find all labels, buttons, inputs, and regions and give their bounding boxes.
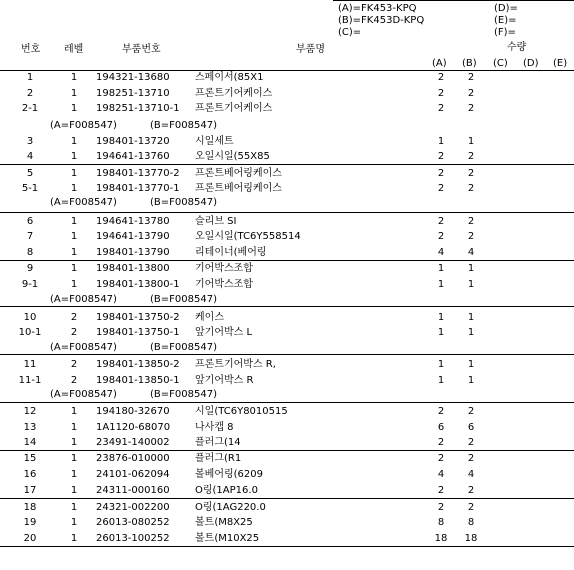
row-qty-a: 2 bbox=[437, 216, 445, 227]
group-rule bbox=[0, 212, 574, 213]
table-row bbox=[0, 151, 574, 165]
row-no: 11 bbox=[23, 359, 37, 370]
row-qty-a: 2 bbox=[437, 88, 445, 99]
row-qty-b: 1 bbox=[467, 279, 475, 290]
row-level: 2 bbox=[70, 327, 78, 338]
row-qty-a: 6 bbox=[437, 422, 445, 433]
row-part-no: 24321-002200 bbox=[96, 502, 170, 513]
row-level: 1 bbox=[70, 136, 78, 147]
note-b: (B=F008547) bbox=[150, 197, 217, 208]
row-no: 5-1 bbox=[21, 183, 39, 194]
row-qty-a: 2 bbox=[437, 168, 445, 179]
row-qty-b: 2 bbox=[467, 72, 475, 83]
row-qty-a: 2 bbox=[437, 453, 445, 464]
row-no: 2-1 bbox=[21, 103, 39, 114]
row-part-no: 23876-010000 bbox=[96, 453, 170, 464]
row-part-no: 198401-13750-1 bbox=[96, 327, 180, 338]
row-part-no: 24311-000160 bbox=[96, 485, 170, 496]
row-qty-a: 2 bbox=[437, 485, 445, 496]
row-no: 3 bbox=[26, 136, 34, 147]
row-part-name: 기어박스조합 bbox=[195, 279, 253, 290]
row-qty-b: 2 bbox=[467, 485, 475, 496]
row-qty-a: 2 bbox=[437, 151, 445, 162]
row-level: 1 bbox=[70, 533, 78, 544]
row-part-name: 볼트(M10X25 bbox=[195, 533, 260, 544]
row-level: 1 bbox=[70, 103, 78, 114]
model-b-label: (B)=FK453D-KPQ bbox=[338, 15, 425, 26]
note-a: (A=F008547) bbox=[50, 120, 117, 131]
table-row bbox=[0, 216, 574, 230]
row-qty-b: 1 bbox=[467, 312, 475, 323]
row-level: 1 bbox=[70, 247, 78, 258]
table-row bbox=[0, 437, 574, 451]
row-qty-a: 1 bbox=[437, 279, 445, 290]
row-part-name: 시일세트 bbox=[195, 136, 234, 147]
row-no: 16 bbox=[23, 469, 37, 480]
row-qty-b: 2 bbox=[467, 183, 475, 194]
group-rule bbox=[0, 260, 574, 261]
row-part-name: 스페이서(85X1 bbox=[195, 72, 264, 83]
row-part-name: 볼트(M8X25 bbox=[195, 517, 253, 528]
row-qty-b: 4 bbox=[467, 247, 475, 258]
row-part-name: 리테이너(베어링 bbox=[195, 247, 267, 258]
row-part-no: 198251-13710-1 bbox=[96, 103, 180, 114]
table-row bbox=[0, 247, 574, 261]
row-no: 7 bbox=[26, 231, 34, 242]
row-part-no: 198401-13800-1 bbox=[96, 279, 180, 290]
row-part-no: 26013-080252 bbox=[96, 517, 170, 528]
row-qty-a: 8 bbox=[437, 517, 445, 528]
group-rule bbox=[0, 402, 574, 403]
table-row bbox=[0, 485, 574, 499]
header-bottom-rule bbox=[0, 70, 574, 71]
row-part-name: 플러그(R1 bbox=[195, 453, 242, 464]
row-level: 1 bbox=[70, 422, 78, 433]
row-level: 1 bbox=[70, 216, 78, 227]
row-qty-b: 1 bbox=[467, 263, 475, 274]
note-a: (A=F008547) bbox=[50, 389, 117, 400]
model-c-label: (C)= bbox=[338, 27, 362, 38]
model-f-label: (F)= bbox=[494, 27, 516, 38]
row-level: 1 bbox=[70, 72, 78, 83]
row-no: 20 bbox=[23, 533, 37, 544]
note-b: (B=F008547) bbox=[150, 120, 217, 131]
row-part-no: 198401-13720 bbox=[96, 136, 170, 147]
row-qty-b: 1 bbox=[467, 375, 475, 386]
row-no: 17 bbox=[23, 485, 37, 496]
table-row bbox=[0, 453, 574, 467]
row-part-name: 케이스 bbox=[195, 312, 224, 323]
row-no: 10-1 bbox=[18, 327, 42, 338]
header-col-b: (B) bbox=[462, 58, 477, 69]
row-qty-b: 1 bbox=[467, 136, 475, 147]
row-qty-a: 1 bbox=[437, 327, 445, 338]
row-part-name: 볼베어링(6209 bbox=[195, 469, 263, 480]
table-row bbox=[0, 375, 574, 389]
table-row bbox=[0, 88, 574, 102]
row-part-name: 앞기어박스 R bbox=[195, 375, 254, 386]
header-col-e: (E) bbox=[553, 58, 568, 69]
row-part-name: 시일(TC6Y8010515 bbox=[195, 406, 288, 417]
table-row bbox=[0, 406, 574, 420]
row-qty-a: 2 bbox=[437, 103, 445, 114]
note-row bbox=[0, 197, 574, 211]
row-level: 1 bbox=[70, 263, 78, 274]
note-a: (A=F008547) bbox=[50, 294, 117, 305]
row-no: 13 bbox=[23, 422, 37, 433]
row-no: 14 bbox=[23, 437, 37, 448]
row-part-name: 플러그(14 bbox=[195, 437, 241, 448]
row-qty-b: 2 bbox=[467, 103, 475, 114]
row-part-no: 194180-32670 bbox=[96, 406, 170, 417]
table-row bbox=[0, 263, 574, 277]
note-a: (A=F008547) bbox=[50, 197, 117, 208]
header-part-name: 부품명 bbox=[296, 44, 325, 55]
table-row bbox=[0, 502, 574, 516]
header-no: 번호 bbox=[21, 44, 41, 55]
row-part-no: 194641-13790 bbox=[96, 231, 170, 242]
note-row bbox=[0, 120, 574, 134]
row-qty-b: 2 bbox=[467, 453, 475, 464]
row-no: 9-1 bbox=[21, 279, 39, 290]
row-no: 4 bbox=[26, 151, 34, 162]
row-part-name: 오일시일(TC6Y558514 bbox=[195, 231, 301, 242]
row-no: 1 bbox=[26, 72, 34, 83]
row-part-no: 194641-13760 bbox=[96, 151, 170, 162]
row-part-no: 23491-140002 bbox=[96, 437, 170, 448]
header-col-a: (A) bbox=[432, 58, 447, 69]
row-qty-a: 2 bbox=[437, 231, 445, 242]
table-row bbox=[0, 517, 574, 531]
row-qty-a: 2 bbox=[437, 72, 445, 83]
row-no: 2 bbox=[26, 88, 34, 99]
row-level: 2 bbox=[70, 375, 78, 386]
row-part-name: 프론트베어링케이스 bbox=[195, 183, 282, 194]
row-qty-b: 2 bbox=[467, 406, 475, 417]
row-no: 10 bbox=[23, 312, 37, 323]
row-no: 19 bbox=[23, 517, 37, 528]
row-level: 1 bbox=[70, 485, 78, 496]
row-level: 2 bbox=[70, 312, 78, 323]
row-qty-a: 18 bbox=[434, 533, 448, 544]
row-part-no: 198401-13770-2 bbox=[96, 168, 180, 179]
row-part-no: 198401-13750-2 bbox=[96, 312, 180, 323]
row-part-no: 194641-13780 bbox=[96, 216, 170, 227]
row-qty-a: 2 bbox=[437, 183, 445, 194]
row-part-name: 앞기어박스 L bbox=[195, 327, 253, 338]
header-col-d: (D) bbox=[523, 58, 539, 69]
row-part-no: 198401-13850-2 bbox=[96, 359, 180, 370]
row-no: 15 bbox=[23, 453, 37, 464]
row-level: 1 bbox=[70, 453, 78, 464]
row-part-name: 프론트기어케이스 bbox=[195, 103, 273, 114]
table-row bbox=[0, 279, 574, 293]
row-part-no: 198251-13710 bbox=[96, 88, 170, 99]
row-qty-b: 1 bbox=[467, 359, 475, 370]
note-b: (B=F008547) bbox=[150, 294, 217, 305]
row-part-no: 1A1120-68070 bbox=[96, 422, 171, 433]
row-qty-b: 2 bbox=[467, 231, 475, 242]
row-qty-b: 2 bbox=[467, 216, 475, 227]
group-rule bbox=[0, 306, 574, 307]
row-no: 11-1 bbox=[18, 375, 42, 386]
header-col-c: (C) bbox=[493, 58, 508, 69]
row-qty-a: 4 bbox=[437, 247, 445, 258]
group-rule bbox=[0, 164, 574, 165]
header-qty: 수량 bbox=[507, 42, 527, 53]
row-part-name: 프론트기어박스 R, bbox=[195, 359, 276, 370]
model-a-label: (A)=FK453-KPQ bbox=[338, 3, 417, 14]
table-row bbox=[0, 183, 574, 197]
row-level: 1 bbox=[70, 88, 78, 99]
row-level: 1 bbox=[70, 437, 78, 448]
note-a: (A=F008547) bbox=[50, 342, 117, 353]
row-level: 1 bbox=[70, 406, 78, 417]
row-qty-b: 2 bbox=[467, 151, 475, 162]
row-qty-a: 1 bbox=[437, 359, 445, 370]
row-no: 6 bbox=[26, 216, 34, 227]
row-part-name: 나사캡 8 bbox=[195, 422, 234, 433]
row-no: 5 bbox=[26, 168, 34, 179]
table-row bbox=[0, 103, 574, 117]
row-level: 1 bbox=[70, 517, 78, 528]
table-row bbox=[0, 327, 574, 341]
group-rule bbox=[0, 354, 574, 355]
header-level: 레벨 bbox=[64, 44, 84, 55]
row-part-name: 슬리브 SI bbox=[195, 216, 237, 227]
row-part-no: 194321-13680 bbox=[96, 72, 170, 83]
row-level: 1 bbox=[70, 151, 78, 162]
note-b: (B=F008547) bbox=[150, 342, 217, 353]
group-rule bbox=[0, 498, 574, 499]
row-part-no: 198401-13790 bbox=[96, 247, 170, 258]
header-top-rule bbox=[333, 0, 574, 1]
table-row bbox=[0, 136, 574, 150]
row-level: 1 bbox=[70, 231, 78, 242]
row-level: 1 bbox=[70, 168, 78, 179]
row-qty-b: 2 bbox=[467, 88, 475, 99]
row-qty-b: 2 bbox=[467, 437, 475, 448]
table-row bbox=[0, 422, 574, 436]
row-no: 8 bbox=[26, 247, 34, 258]
row-qty-a: 2 bbox=[437, 406, 445, 417]
row-qty-a: 1 bbox=[437, 136, 445, 147]
row-part-name: 오일시일(55X85 bbox=[195, 151, 270, 162]
row-part-no: 198401-13850-1 bbox=[96, 375, 180, 386]
note-b: (B=F008547) bbox=[150, 389, 217, 400]
row-level: 2 bbox=[70, 359, 78, 370]
table-bottom-rule bbox=[0, 546, 574, 547]
row-qty-a: 2 bbox=[437, 437, 445, 448]
table-row bbox=[0, 533, 574, 547]
row-qty-a: 4 bbox=[437, 469, 445, 480]
row-part-no: 198401-13800 bbox=[96, 263, 170, 274]
row-no: 9 bbox=[26, 263, 34, 274]
table-row bbox=[0, 168, 574, 182]
row-qty-a: 1 bbox=[437, 312, 445, 323]
table-row bbox=[0, 359, 574, 373]
row-no: 18 bbox=[23, 502, 37, 513]
table-row bbox=[0, 469, 574, 483]
row-qty-a: 1 bbox=[437, 375, 445, 386]
row-part-name: O링(1AG220.0 bbox=[195, 502, 266, 513]
row-level: 1 bbox=[70, 502, 78, 513]
row-part-name: 프론트기어케이스 bbox=[195, 88, 273, 99]
table-row bbox=[0, 312, 574, 326]
row-qty-b: 2 bbox=[467, 502, 475, 513]
row-level: 1 bbox=[70, 183, 78, 194]
row-qty-b: 1 bbox=[467, 327, 475, 338]
row-qty-b: 6 bbox=[467, 422, 475, 433]
header-part-no: 부품번호 bbox=[122, 44, 161, 55]
row-level: 1 bbox=[70, 279, 78, 290]
row-part-name: O링(1AP16.0 bbox=[195, 485, 258, 496]
row-part-no: 24101-062094 bbox=[96, 469, 170, 480]
row-level: 1 bbox=[70, 469, 78, 480]
note-row bbox=[0, 389, 574, 403]
table-row bbox=[0, 231, 574, 245]
row-qty-a: 2 bbox=[437, 502, 445, 513]
row-part-no: 198401-13770-1 bbox=[96, 183, 180, 194]
row-qty-b: 2 bbox=[467, 168, 475, 179]
group-rule bbox=[0, 450, 574, 451]
row-part-name: 기어박스조합 bbox=[195, 263, 253, 274]
model-d-label: (D)= bbox=[494, 3, 518, 14]
row-part-name: 프론트베어링케이스 bbox=[195, 168, 282, 179]
row-no: 12 bbox=[23, 406, 37, 417]
row-qty-a: 1 bbox=[437, 263, 445, 274]
row-qty-b: 8 bbox=[467, 517, 475, 528]
row-part-no: 26013-100252 bbox=[96, 533, 170, 544]
row-qty-b: 18 bbox=[464, 533, 478, 544]
table-row bbox=[0, 72, 574, 86]
model-e-label: (E)= bbox=[494, 15, 517, 26]
row-qty-b: 4 bbox=[467, 469, 475, 480]
